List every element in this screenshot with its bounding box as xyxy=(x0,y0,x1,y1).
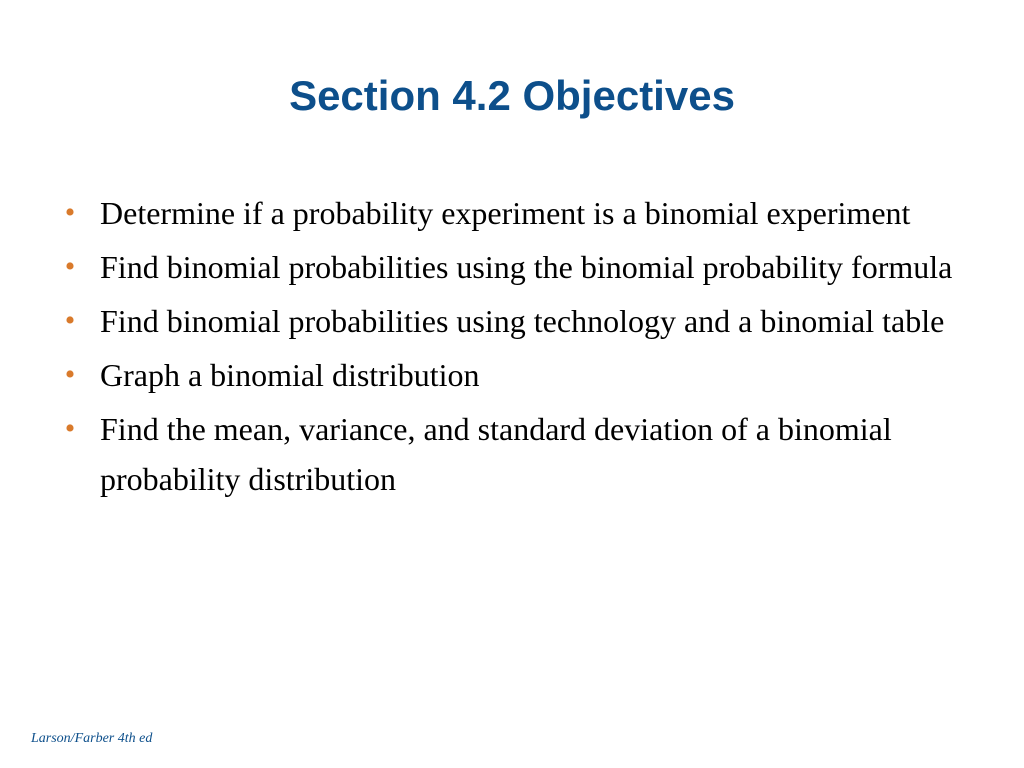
bullet-icon: • xyxy=(64,412,76,445)
bullet-icon: • xyxy=(64,196,76,229)
bullet-icon: • xyxy=(64,250,76,283)
list-item xyxy=(58,188,958,238)
list-item-text: Find binomial probabilities using technology and a binomial table xyxy=(100,303,945,339)
bullet-icon: • xyxy=(64,358,76,391)
list-item-text: Determine if a probability experiment is a binomial experiment xyxy=(100,195,911,231)
list-item-text: Graph a binomial distribution xyxy=(100,357,480,393)
slide-title: Section 4.2 Objectives xyxy=(289,72,735,119)
list-item-text: Find binomial probabilities using the binomial probability formula xyxy=(100,249,953,285)
list-item xyxy=(58,242,958,292)
bullet-icon: • xyxy=(64,304,76,337)
objectives-list xyxy=(58,188,958,508)
list-item-text: Find the mean, variance, and standard deviation of a binomial probability distribution xyxy=(100,411,892,497)
list-item xyxy=(58,404,958,504)
footer-credit: Larson/Farber 4th ed xyxy=(31,731,153,746)
list-item xyxy=(58,296,958,346)
list-item xyxy=(58,350,958,400)
